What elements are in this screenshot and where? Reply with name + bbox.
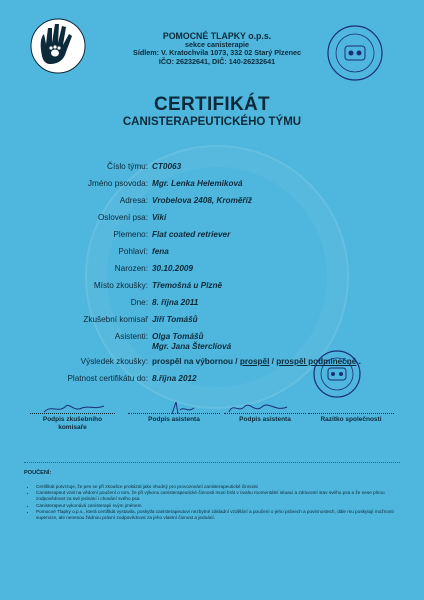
pomocne-tlapky-logo bbox=[28, 16, 88, 76]
field-value: Mgr. Lenka Helemiková bbox=[152, 179, 243, 188]
notes-list bbox=[24, 484, 404, 521]
field-breed bbox=[0, 230, 424, 247]
field-label: Platnost certifikátu do: bbox=[67, 374, 148, 383]
note-item: • Certifikát potvrzuje, že pes se při zkoušce prokázal jako vhodný pro provozování canisterapeutické činnosti bbox=[36, 484, 404, 490]
field-label: Místo zkoušky: bbox=[93, 281, 148, 290]
field-label: Narozen: bbox=[114, 264, 148, 273]
signature-line-examiner bbox=[30, 413, 115, 414]
field-value: Vrobelova 2408, Kroměříž bbox=[152, 196, 252, 205]
field-exam-place bbox=[0, 281, 424, 298]
field-value: fena bbox=[152, 247, 169, 256]
field-label: Dne: bbox=[130, 298, 148, 307]
field-value: 30.10.2009 bbox=[152, 264, 193, 273]
field-value: CT0063 bbox=[152, 162, 182, 171]
org-section: sekce canisterapie bbox=[185, 40, 249, 50]
examiner-signature-label: Podpis zkušebního komisaře bbox=[42, 416, 103, 431]
company-stamp-bottom bbox=[312, 349, 362, 399]
field-value: Viki bbox=[152, 213, 167, 222]
stamp-label: Razítko společnosti bbox=[320, 416, 382, 423]
notes-section bbox=[24, 470, 404, 521]
assistant-1: Olga Tomášů bbox=[152, 332, 204, 341]
field-value: Flat coated retriever bbox=[152, 230, 231, 239]
result-passed: prospěl bbox=[239, 357, 270, 366]
org-address: Sídlem: V. Kratochvila 1073, 332 02 Starý Plzenec bbox=[133, 48, 301, 58]
notes-divider bbox=[24, 462, 400, 463]
assistant2-signature-label: Podpis asistenta bbox=[239, 416, 291, 423]
field-born bbox=[0, 264, 424, 281]
org-ids: IČO: 26232641, DIČ: 140-26232641 bbox=[158, 56, 276, 66]
field-label: Zkušební komisař bbox=[83, 315, 148, 324]
field-handler-name bbox=[0, 179, 424, 196]
note-item: • Canisterapeut vzal na vědomí poučení o tom, že při výkonu canisterapeutické činnosti musí brát v úvahu momentální situaci a zdravotní stav svého psa a že nese plnou zodpovědnost za své jednání i chování svého psa bbox=[36, 490, 404, 502]
assistant-2: Mgr. Jana Šterclíová bbox=[152, 342, 232, 351]
note-item: • Canisterapeut vykonává canisterapii svým jménem bbox=[36, 503, 404, 509]
result-excellent: prospěl na výbornou bbox=[152, 357, 233, 366]
field-label: Jméno psovoda: bbox=[87, 179, 148, 188]
field-label: Adresa: bbox=[119, 196, 148, 205]
field-examiner bbox=[0, 315, 424, 332]
field-value: Jiří Tomášů bbox=[152, 315, 198, 324]
field-value bbox=[152, 332, 231, 352]
field-dog-name bbox=[0, 213, 424, 230]
field-value: Třemošná u Plzně bbox=[152, 281, 223, 290]
field-team-number bbox=[0, 162, 424, 179]
field-label: Číslo týmu: bbox=[107, 162, 148, 171]
certificate-title: CERTIFIKÁT bbox=[154, 94, 270, 115]
field-value: prospěl na výbornou / prospěl / prospěl podmínečně.. bbox=[152, 357, 361, 366]
organization-header bbox=[100, 31, 334, 66]
signature-line-stamp bbox=[308, 413, 394, 414]
field-label: Asistenti: bbox=[114, 332, 148, 341]
field-sex bbox=[0, 247, 424, 264]
assistant1-signature-label: Podpis asistenta bbox=[148, 416, 200, 423]
company-stamp-top bbox=[326, 24, 384, 82]
certificate-subtitle: CANISTERAPEUTICKÉHO TÝMU bbox=[122, 116, 302, 128]
signature-line-assistant2 bbox=[224, 413, 306, 414]
field-value: 8. října 2011 bbox=[152, 298, 199, 307]
result-conditional: prospěl podmínečně bbox=[276, 357, 357, 366]
field-label: Pohlaví: bbox=[118, 247, 148, 256]
field-address bbox=[0, 196, 424, 213]
signature-line-assistant1 bbox=[128, 413, 220, 414]
field-label: Výsledek zkoušky: bbox=[80, 357, 148, 366]
field-label: Oslovení psa: bbox=[97, 213, 148, 222]
field-exam-date bbox=[0, 298, 424, 315]
field-value: 8.října 2012 bbox=[152, 374, 197, 383]
notes-heading: POUČENÍ: bbox=[24, 470, 52, 476]
note-item: • Pomocné Tlapky o.p.s., která certifikát vystavila, poskytla canisterapeutovi nezbytné základní vzdělání a poučení o jeho právech a povinnostech, dále mu poskytují možnosti supervize, ale nenesou žádnou právní zodpovědnost za jeho vlastní činnost a jednání. bbox=[36, 509, 404, 521]
org-name: POMOCNÉ TLAPKY o.p.s. bbox=[162, 31, 272, 41]
field-label: Plemeno: bbox=[113, 230, 148, 239]
